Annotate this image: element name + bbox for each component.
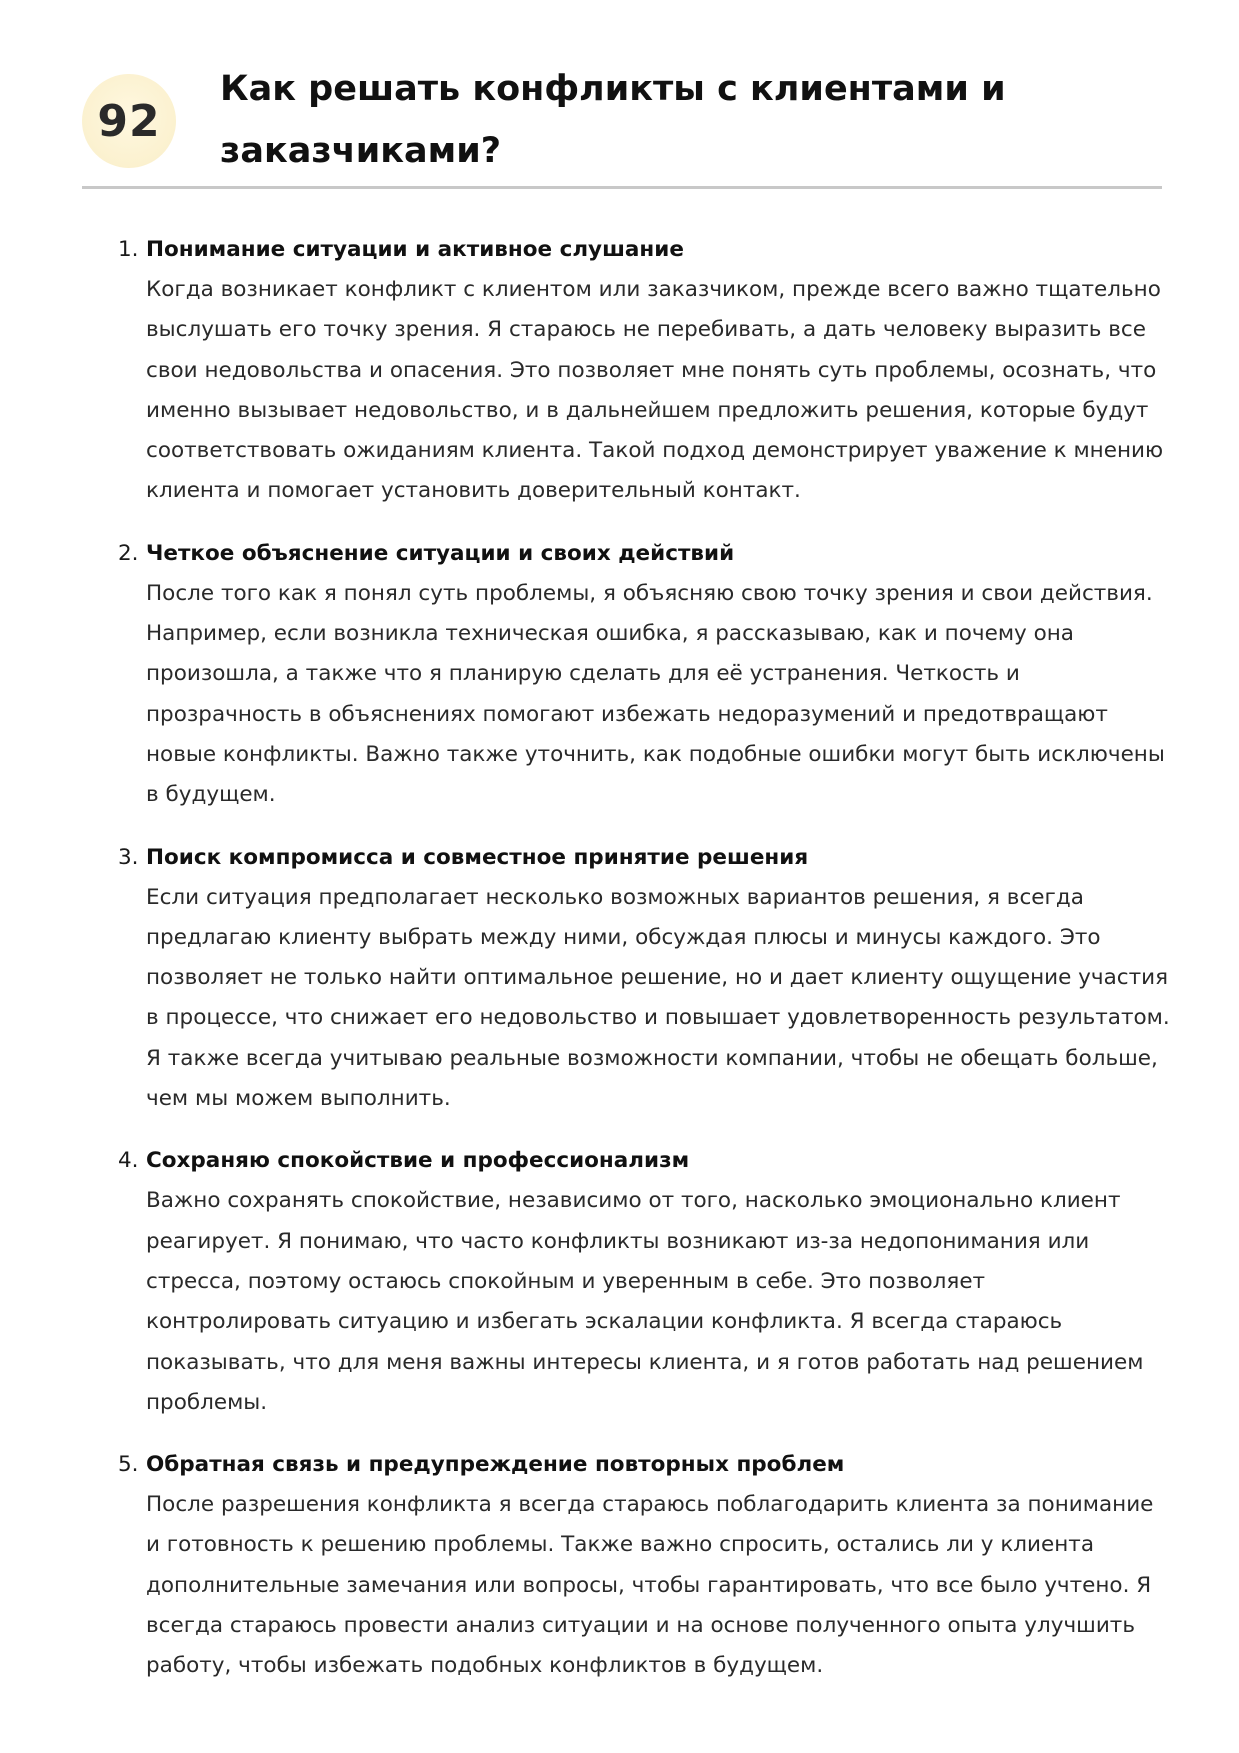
item-number: 4. [118, 1148, 139, 1174]
answer-list [110, 230, 1170, 1709]
page-title: Как решать конфликты с клиентами и заказчиками? [220, 69, 1006, 171]
item-text: Если ситуация предполагает несколько возможных вариантов решения, я всегда предлагаю клиенту выбрать между ними, обсуждая плюсы и минусы каждого. Это позволяет не только найти оптимальное решение, но и дает клиенту ощущение участия в процессе, что снижает его недовольство и повышает удовлетворенность результатом. Я также всегда учитываю реальные возможности компании, чтобы не обещать больше, чем мы можем выполнить. [146, 884, 1170, 1112]
answer-item [110, 534, 1170, 816]
answer-item [110, 838, 1170, 1120]
item-text: После разрешения конфликта я всегда стараюсь поблагодарить клиента за понимание и готовность к решению проблемы. Также важно спросить, остались ли у клиента дополнительные замечания или вопросы, чтобы гарантировать, что все было учтено. Я всегда стараюсь провести анализ ситуации и на основе полученного опыта улучшить работу, чтобы избежать подобных конфликтов в будущем. [146, 1492, 1154, 1679]
answer-item [110, 1141, 1170, 1423]
header-divider [82, 186, 1162, 189]
item-number: 3. [118, 844, 139, 870]
question-number-badge [82, 74, 176, 168]
item-title: Поиск компромисса и совместное принятие решения [146, 844, 809, 870]
page-header [82, 58, 1162, 188]
item-text: Когда возникает конфликт с клиентом или заказчиком, прежде всего важно тщательно выслушать его точку зрения. Я стараюсь не перебивать, а дать человеку выразить все свои недовольства и опасения. Это позволяет мне понять суть проблемы, осознать, что именно вызывает недовольство, и в дальнейшем предложить решения, которые будут соответствовать ожиданиям клиента. Такой подход демонстрирует уважение к мнению клиента и помогает установить доверительный контакт. [146, 277, 1164, 504]
item-title: Обратная связь и предупреждение повторных проблем [146, 1452, 845, 1478]
item-title: Понимание ситуации и активное слушание [146, 237, 684, 262]
question-number: 92 [97, 95, 161, 147]
item-title: Сохраняю спокойствие и профессионализм [146, 1148, 690, 1174]
answer-item [110, 230, 1170, 512]
answer-item [110, 1445, 1170, 1686]
item-number: 5. [118, 1452, 139, 1478]
item-title: Четкое объяснение ситуации и своих действий [146, 540, 735, 566]
item-text: После того как я понял суть проблемы, я объясняю свою точку зрения и свои действия. Например, если возникла техническая ошибка, я рассказываю, как и почему она произошла, а также что я планирую сделать для её устранения. Четкость и прозрачность в объяснениях помогают избежать недоразумений и предотвращают новые конфликты. Важно также уточнить, как подобные ошибки могут быть исключены в будущем. [146, 580, 1165, 808]
item-number: 1. [118, 237, 139, 262]
item-number: 2. [118, 540, 139, 566]
item-text: Важно сохранять спокойствие, независимо от того, насколько эмоционально клиент реагирует. Я понимаю, что часто конфликты возникают из-за недопонимания или стресса, поэтому остаюсь спокойным и уверенным в себе. Это позволяет контролировать ситуацию и избегать эскалации конфликта. Я всегда стараюсь показывать, что для меня важны интересы клиента, и я готов работать над решением проблемы. [146, 1188, 1144, 1415]
